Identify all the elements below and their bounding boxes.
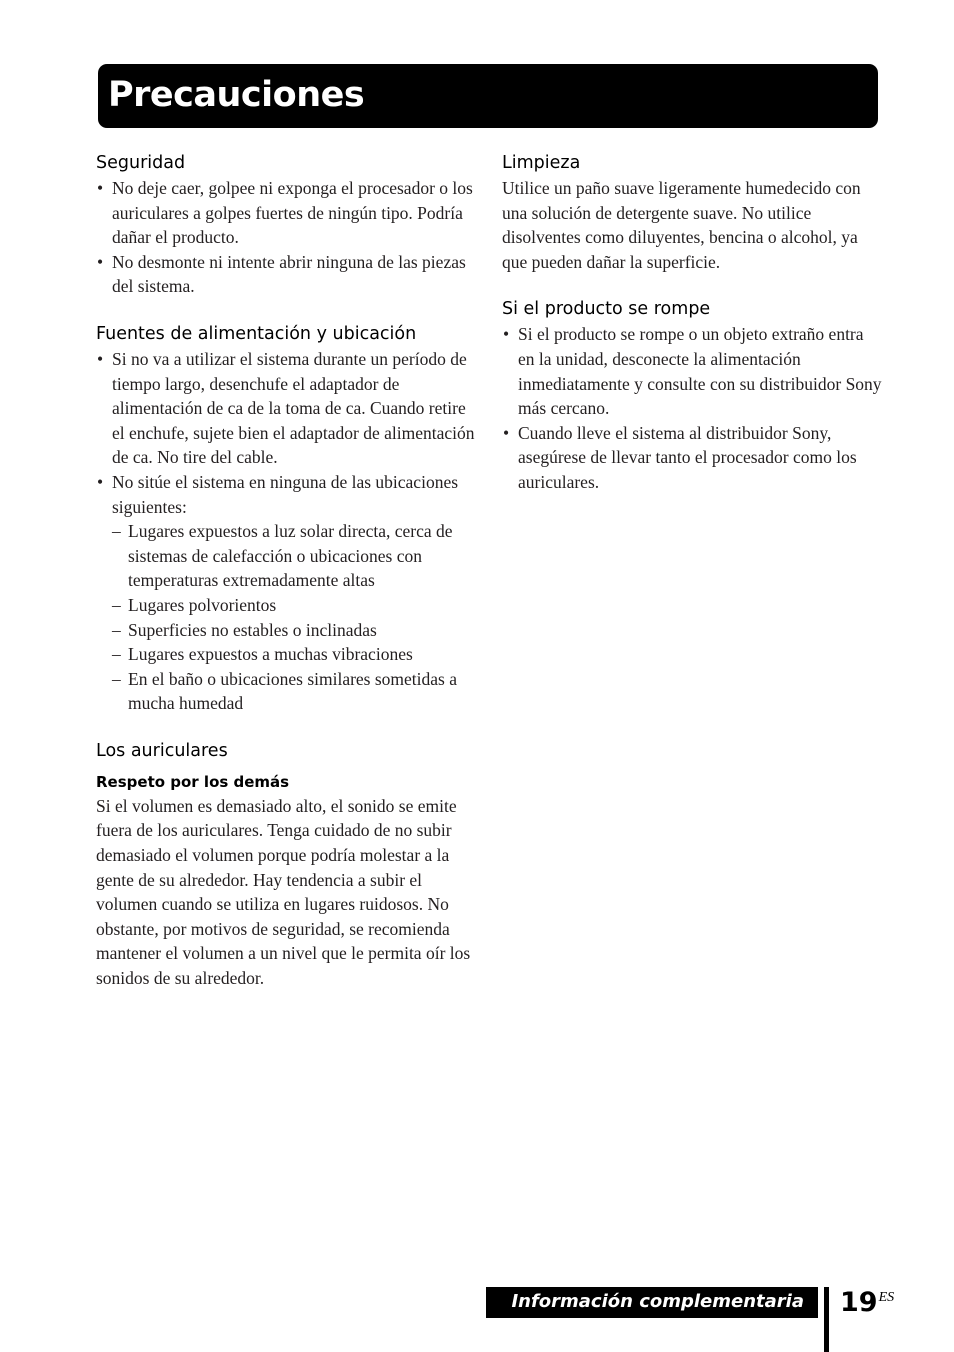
list-subitem: – Lugares polvorientos [96,593,476,618]
right-column [502,150,882,495]
page-number-value: 19 [840,1287,878,1318]
list-item [96,470,476,519]
section-limpieza [502,150,882,274]
list-item: • Cuando lleve el sistema al distribuidor Sony, asegúrese de llevar tanto el procesador como los auriculares. [502,421,882,495]
body-paragraph: Si el volumen es demasiado alto, el sonido se emite fuera de los auriculares. Tenga cuidado de no subir demasiado el volumen porque podría molestar a la gente de su alrededor. Hay tendencia a subir el volumen cuando se utiliza en lugares ruidosos. No obstante, por motivos de seguridad, se recomienda mantener el volumen a un nivel que le permita oír los sonidos de su alrededor. [96,795,471,989]
section-seguridad [96,150,476,299]
left-column [96,150,476,991]
list-item: • Si el producto se rompe o un objeto extraño entra en la unidad, desconecte la alimentación inmediatamente y consulte con su distribuidor Sony más cercano. [502,322,882,420]
page-title: Precauciones [108,75,365,115]
section-producto-rompe [502,296,882,494]
list-item: • Si no va a utilizar el sistema durante un período de tiempo largo, desenchufe el adaptador de alimentación de ca de la toma de ca. Cuando retire el enchufe, sujete bien el adaptador de alimentación de ca. No tire del cable. [96,347,476,470]
list-item: • No deje caer, golpee ni exponga el procesador o los auriculares a golpes fuertes de ningún tipo. Podría dañar el producto. [96,176,476,250]
footer-divider [824,1287,829,1352]
section-heading: Si el producto se rompe [502,299,711,320]
list-item-text: No sitúe el sistema en ninguna de las ubicaciones siguientes: [112,471,459,517]
section-auriculares [96,738,476,991]
bullet-list [96,176,476,299]
section-heading: Los auriculares [96,740,228,761]
list-subitem: – Lugares expuestos a muchas vibraciones [96,642,476,667]
dash-list [96,519,476,716]
list-subitem: – Lugares expuestos a luz solar directa, cerca de sistemas de calefacción o ubicaciones con temperaturas extremadamente altas [96,519,476,593]
section-fuentes [96,321,476,716]
footer-section-label-bar [486,1287,818,1318]
list-subitem: – Superficies no estables o inclinadas [96,618,476,643]
section-heading: Limpieza [502,153,581,173]
section-heading: Fuentes de alimentación y ubicación [96,323,417,344]
section-heading: Seguridad [96,153,186,173]
language-code: ES [878,1290,895,1305]
list-subitem: – En el baño o ubicaciones similares sometidas a mucha humedad [96,667,476,716]
body-paragraph: Utilice un paño suave ligeramente humedecido con una solución de detergente suave. No utilice disolventes como diluyentes, bencina o alcohol, ya que pueden dañar la superficie. [502,178,861,272]
footer-section-label: Información complementaria [511,1291,804,1312]
bullet-list [96,347,476,519]
list-item: • No desmonte ni intente abrir ninguna de las piezas del sistema. [96,250,476,299]
subsection-heading: Respeto por los demás [96,772,290,791]
page-number [840,1280,894,1321]
bullet-list [502,322,882,494]
page-title-bar [98,64,878,128]
